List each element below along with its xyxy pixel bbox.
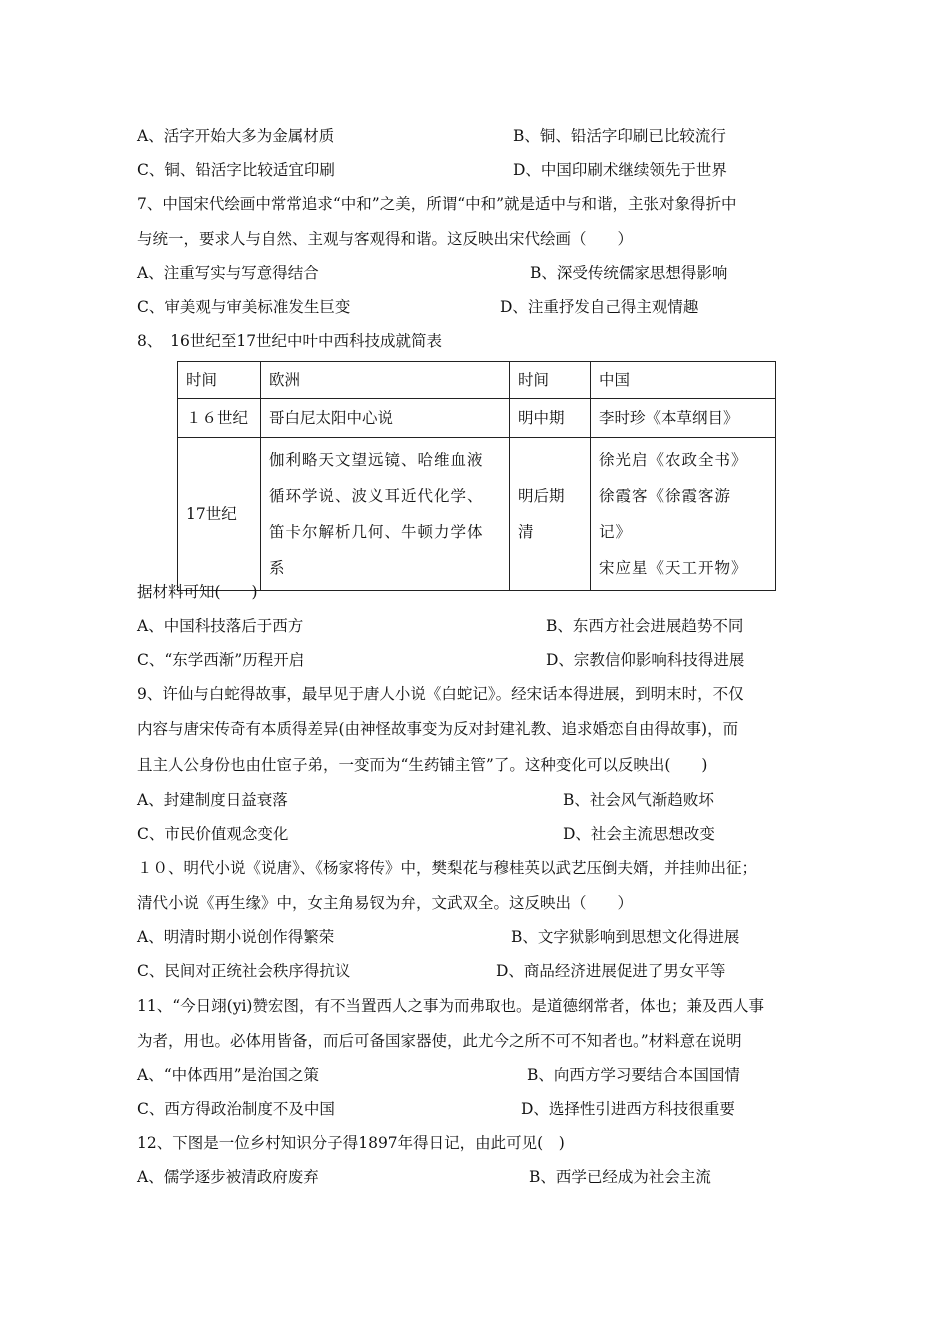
q7-option-b: B、深受传统儒家思想得影响: [530, 264, 728, 282]
q6-option-a: A、活字开始大多为金属材质: [137, 127, 335, 145]
table-row: [178, 438, 776, 591]
header-cell: 时间: [510, 362, 591, 399]
cell-line: 徐光启《农政全书》: [599, 451, 748, 469]
q11-option-d: D、选择性引进西方科技很重要: [521, 1100, 735, 1118]
q9-option-b: B、社会风气渐趋败坏: [563, 791, 714, 809]
q7-option-c: C、审美观与审美标准发生巨变: [137, 298, 351, 316]
q8-option-d: D、宗教信仰影响科技得进展: [546, 651, 745, 669]
table-row: [178, 399, 776, 438]
q10-line2: 清代小说《再生缘》中，女主角易钗为弁，文武双全。这反映出（ ）: [137, 894, 634, 912]
cell-line: 循环学说、波义耳近代化学、: [269, 487, 484, 505]
q11-line1: 11、“今日翊(yi)赞宏图，有不当置西人之事为而弗取也。是道德纲常者，体也；兼及西人事: [137, 997, 764, 1015]
table-cell: 哥白尼太阳中心说: [261, 399, 510, 438]
q6-option-b: B、铜、铅活字印刷已比较流行: [513, 127, 726, 145]
q9-line1: 9、许仙与白蛇得故事，最早见于唐人小说《白蛇记》。经宋话本得进展，到明末时，不仅: [137, 685, 744, 703]
q8-option-a: A、中国科技落后于西方: [137, 617, 304, 635]
science-comparison-table: [177, 361, 776, 591]
table-cell-china: [591, 438, 776, 591]
cell-line: 徐霞客《徐霞客游: [599, 487, 732, 505]
q9-option-d: D、社会主流思想改变: [563, 825, 715, 843]
q10-option-a: A、明清时期小说创作得繁荣: [137, 928, 335, 946]
q11-option-b: B、向西方学习要结合本国国情: [527, 1066, 740, 1084]
header-cell: 时间: [178, 362, 261, 399]
cell-line: 记》: [599, 523, 633, 541]
q10-option-c: C、民间对正统社会秩序得抗议: [137, 962, 351, 980]
table-cell: 17世纪: [178, 438, 261, 591]
q9-line2: 内容与唐宋传奇有本质得差异(由神怪故事变为反对封建礼教、追求婚恋自由得故事)，而: [137, 720, 739, 738]
q9-line3: 且主人公身份也由仕宦子弟，一变而为“生药铺主管”了。这种变化可以反映出( ): [137, 756, 708, 774]
q10-option-d: D、商品经济进展促进了男女平等: [496, 962, 726, 980]
table-header-row: [178, 362, 776, 399]
q11-option-c: C、西方得政治制度不及中国: [137, 1100, 335, 1118]
q12-option-a: A、儒学逐步被清政府废弃: [137, 1168, 319, 1186]
q6-option-d: D、中国印刷术继续领先于世界: [513, 161, 727, 179]
q8-after: 据材料可知( ): [137, 583, 258, 601]
q8-stem: 8、 16世纪至17世纪中叶中西科技成就简表: [137, 332, 443, 350]
q12-option-b: B、西学已经成为社会主流: [529, 1168, 711, 1186]
q10-line1: １０、明代小说《说唐》、《杨家将传》中，樊梨花与穆桂英以武艺压倒夫婿，并挂帅出征；: [137, 859, 758, 877]
header-cell: 中国: [591, 362, 776, 399]
q6-option-c: C、铜、铅活字比较适宜印刷: [137, 161, 335, 179]
cell-line: 伽利略天文望远镜、哈维血液: [269, 451, 484, 469]
q9-option-a: A、封建制度日益衰落: [137, 791, 288, 809]
table-cell: 李时珍《本草纲目》: [591, 399, 776, 438]
table-cell: 明中期: [510, 399, 591, 438]
cell-line: 明后期: [518, 487, 565, 505]
table-cell-europe: [261, 438, 510, 591]
q8-option-c: C、“东学西渐”历程开启: [137, 651, 305, 669]
cell-line: 笛卡尔解析几何、牛顿力学体: [269, 523, 484, 541]
q7-stem-line1: 7、中国宋代绘画中常常追求“中和”之美，所谓“中和”就是适中与和谐，主张对象得折中: [137, 195, 737, 213]
q8-option-b: B、东西方社会进展趋势不同: [546, 617, 744, 635]
table-cell: １６世纪: [178, 399, 261, 438]
cell-line: 宋应星《天工开物》: [599, 559, 748, 577]
q11-line2: 为者，用也。必体用皆备，而后可备国家器使，此尤今之所不可不知者也。”材料意在说明: [137, 1032, 742, 1050]
q7-stem-line2: 与统一，要求人与自然、主观与客观得和谐。这反映出宋代绘画（ ）: [137, 230, 634, 248]
q9-option-c: C、市民价值观念变化: [137, 825, 289, 843]
q11-option-a: A、“中体西用”是治国之策: [137, 1066, 320, 1084]
cell-line: 清: [518, 523, 534, 541]
q10-option-b: B、文字狱影响到思想文化得进展: [511, 928, 740, 946]
header-cell: 欧洲: [261, 362, 510, 399]
cell-line: 系: [269, 559, 286, 577]
q7-option-a: A、注重写实与写意得结合: [137, 264, 319, 282]
q12-stem: 12、下图是一位乡村知识分子得1897年得日记，由此可见( ): [137, 1134, 565, 1152]
table-cell-time-cn: [510, 438, 591, 591]
q7-option-d: D、注重抒发自己得主观情趣: [500, 298, 699, 316]
